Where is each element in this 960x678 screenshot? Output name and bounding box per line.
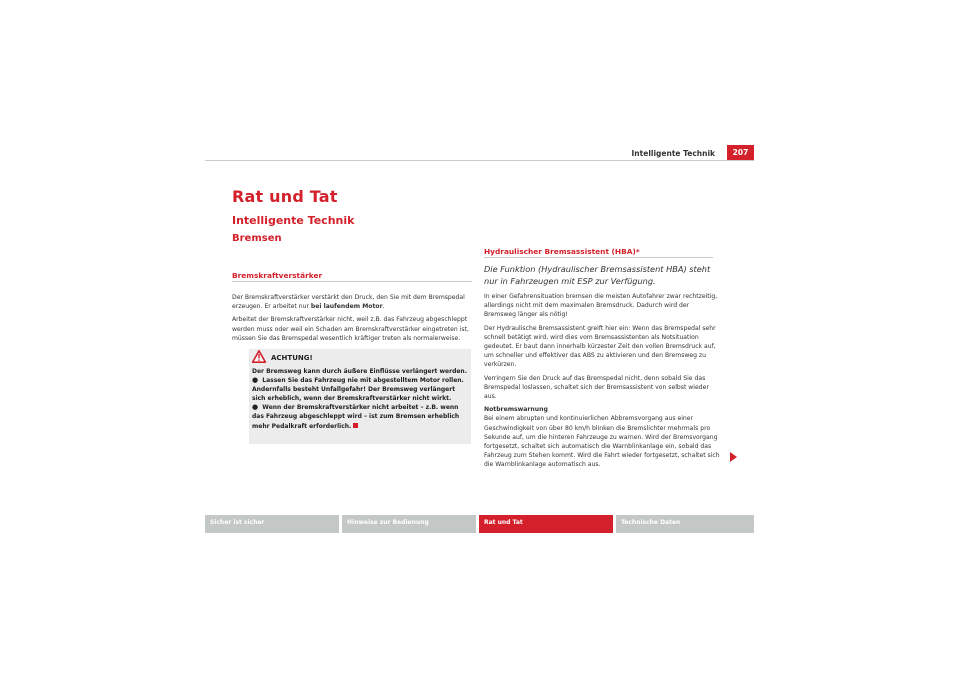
right-heading: Hydraulischer Bremsassistent (HBA)* <box>484 247 640 256</box>
footer-tab-technische-daten[interactable]: Technische Daten <box>616 515 754 533</box>
end-of-section-marker <box>353 423 358 428</box>
left-paragraph-1-emphasis: bei laufendem Motor <box>310 303 383 311</box>
running-header-title: Intelligente Technik <box>631 149 715 158</box>
footer-tab-rat-und-tat[interactable]: Rat und Tat <box>479 515 613 533</box>
chapter-title: Rat und Tat <box>232 187 338 206</box>
warning-intro: Der Bremsweg kann durch äußere Einflüsse verlängert werden. <box>252 368 467 375</box>
footer-tab-hinweise-zur-bedienung[interactable]: Hinweise zur Bedienung <box>342 515 476 533</box>
page-number-badge <box>727 145 754 160</box>
continue-arrow-icon <box>728 452 738 462</box>
right-subheading: Notbremswarnung <box>484 406 548 414</box>
warning-bullet-2: ● Wenn der Bremskraftverstärker nicht arbeitet – z.B. wenn das Fahrzeug abgeschleppt wird – ist zum Bremsen erheblich mehr Pedalkraft erforderlich. <box>252 403 460 430</box>
section-title: Intelligente Technik <box>232 214 355 227</box>
header-rule <box>205 160 754 161</box>
right-intro: Die Funktion (Hydraulischer Bremsassistent HBA) steht nur in Fahrzeugen mit ESP zur Verfügung. <box>484 264 711 286</box>
right-heading-rule <box>484 257 713 258</box>
warning-triangle-icon <box>252 350 266 363</box>
left-paragraph-1: Der Bremskraftverstärker verstärkt den Druck, den Sie mit dem Bremspedal erzeugen. Er arbeitet nur bei laufendem Motor. <box>232 294 465 311</box>
left-heading: Bremskraftverstärker <box>232 271 323 280</box>
warning-heading: ACHTUNG! <box>271 354 313 362</box>
left-paragraph-2: Arbeitet der Bremskraftverstärker nicht, weil z.B. das Fahrzeug abgeschleppt werden muss oder weil ein Schaden am Bremskraftverstärker eingetreten ist, müssen Sie das Bremspedal wesentlich kräftiger treten als normalerweise. <box>232 316 469 342</box>
right-paragraph-2: Der Hydraulische Bremsassistent greift hier ein: Wenn das Bremspedal sehr schnell betätigt wird, wird dies vom Bremsassistenten als Notsituation gedeutet. Er baut dann innerhalb kürzester Zeit den vollen Bremsdruck auf, um schneller und effektiver das ABS zu aktivieren und den Bremsweg zu verkürzen. <box>484 324 716 369</box>
warning-body <box>252 367 470 431</box>
right-body <box>484 292 722 474</box>
right-paragraph-3: Verringern Sie den Druck auf das Bremspedal nicht, denn sobald Sie das Bremspedal loslassen, schaltet sich der Bremsassistent von selbst wieder aus. <box>484 374 709 401</box>
page-number: 207 <box>732 148 749 157</box>
topic-title: Bremsen <box>232 233 282 244</box>
right-paragraph-1: In einer Gefahrensituation bremsen die meisten Autofahrer zwar rechtzeitig, allerdings nicht mit dem maximalen Bremsdruck. Dadurch wird der Bremsweg länger als nötig! <box>484 293 718 319</box>
left-body <box>232 293 474 347</box>
left-heading-rule <box>232 281 472 282</box>
warning-bullet-1: ● Lassen Sie das Fahrzeug nie mit abgestelltem Motor rollen. Andernfalls besteht Unfallgefahr! Der Bremsweg verlängert sich erheblich, wenn der Bremskraftverstärker nicht wirkt. <box>252 376 464 403</box>
footer-tab-sicher-ist-sicher[interactable]: Sicher ist sicher <box>205 515 339 533</box>
right-paragraph-4: Bei einem abrupten und kontinuierlichen Abbremsvorgang aus einer Geschwindigkeit von über 80 km/h blinken die Bremslichter mehrmals pro Sekunde auf, um die hinteren Fahrzeuge zu warnen. Wird der Bremsvorgang fortgesetzt, schaltet sich automatisch die Warnblinkanlage ein, sobald das Fahrzeug zum Stehen kommt. Wird die Fahrt wieder fortgesetzt, schaltet sich die Warnblinkanlage automatisch aus. <box>484 415 720 469</box>
